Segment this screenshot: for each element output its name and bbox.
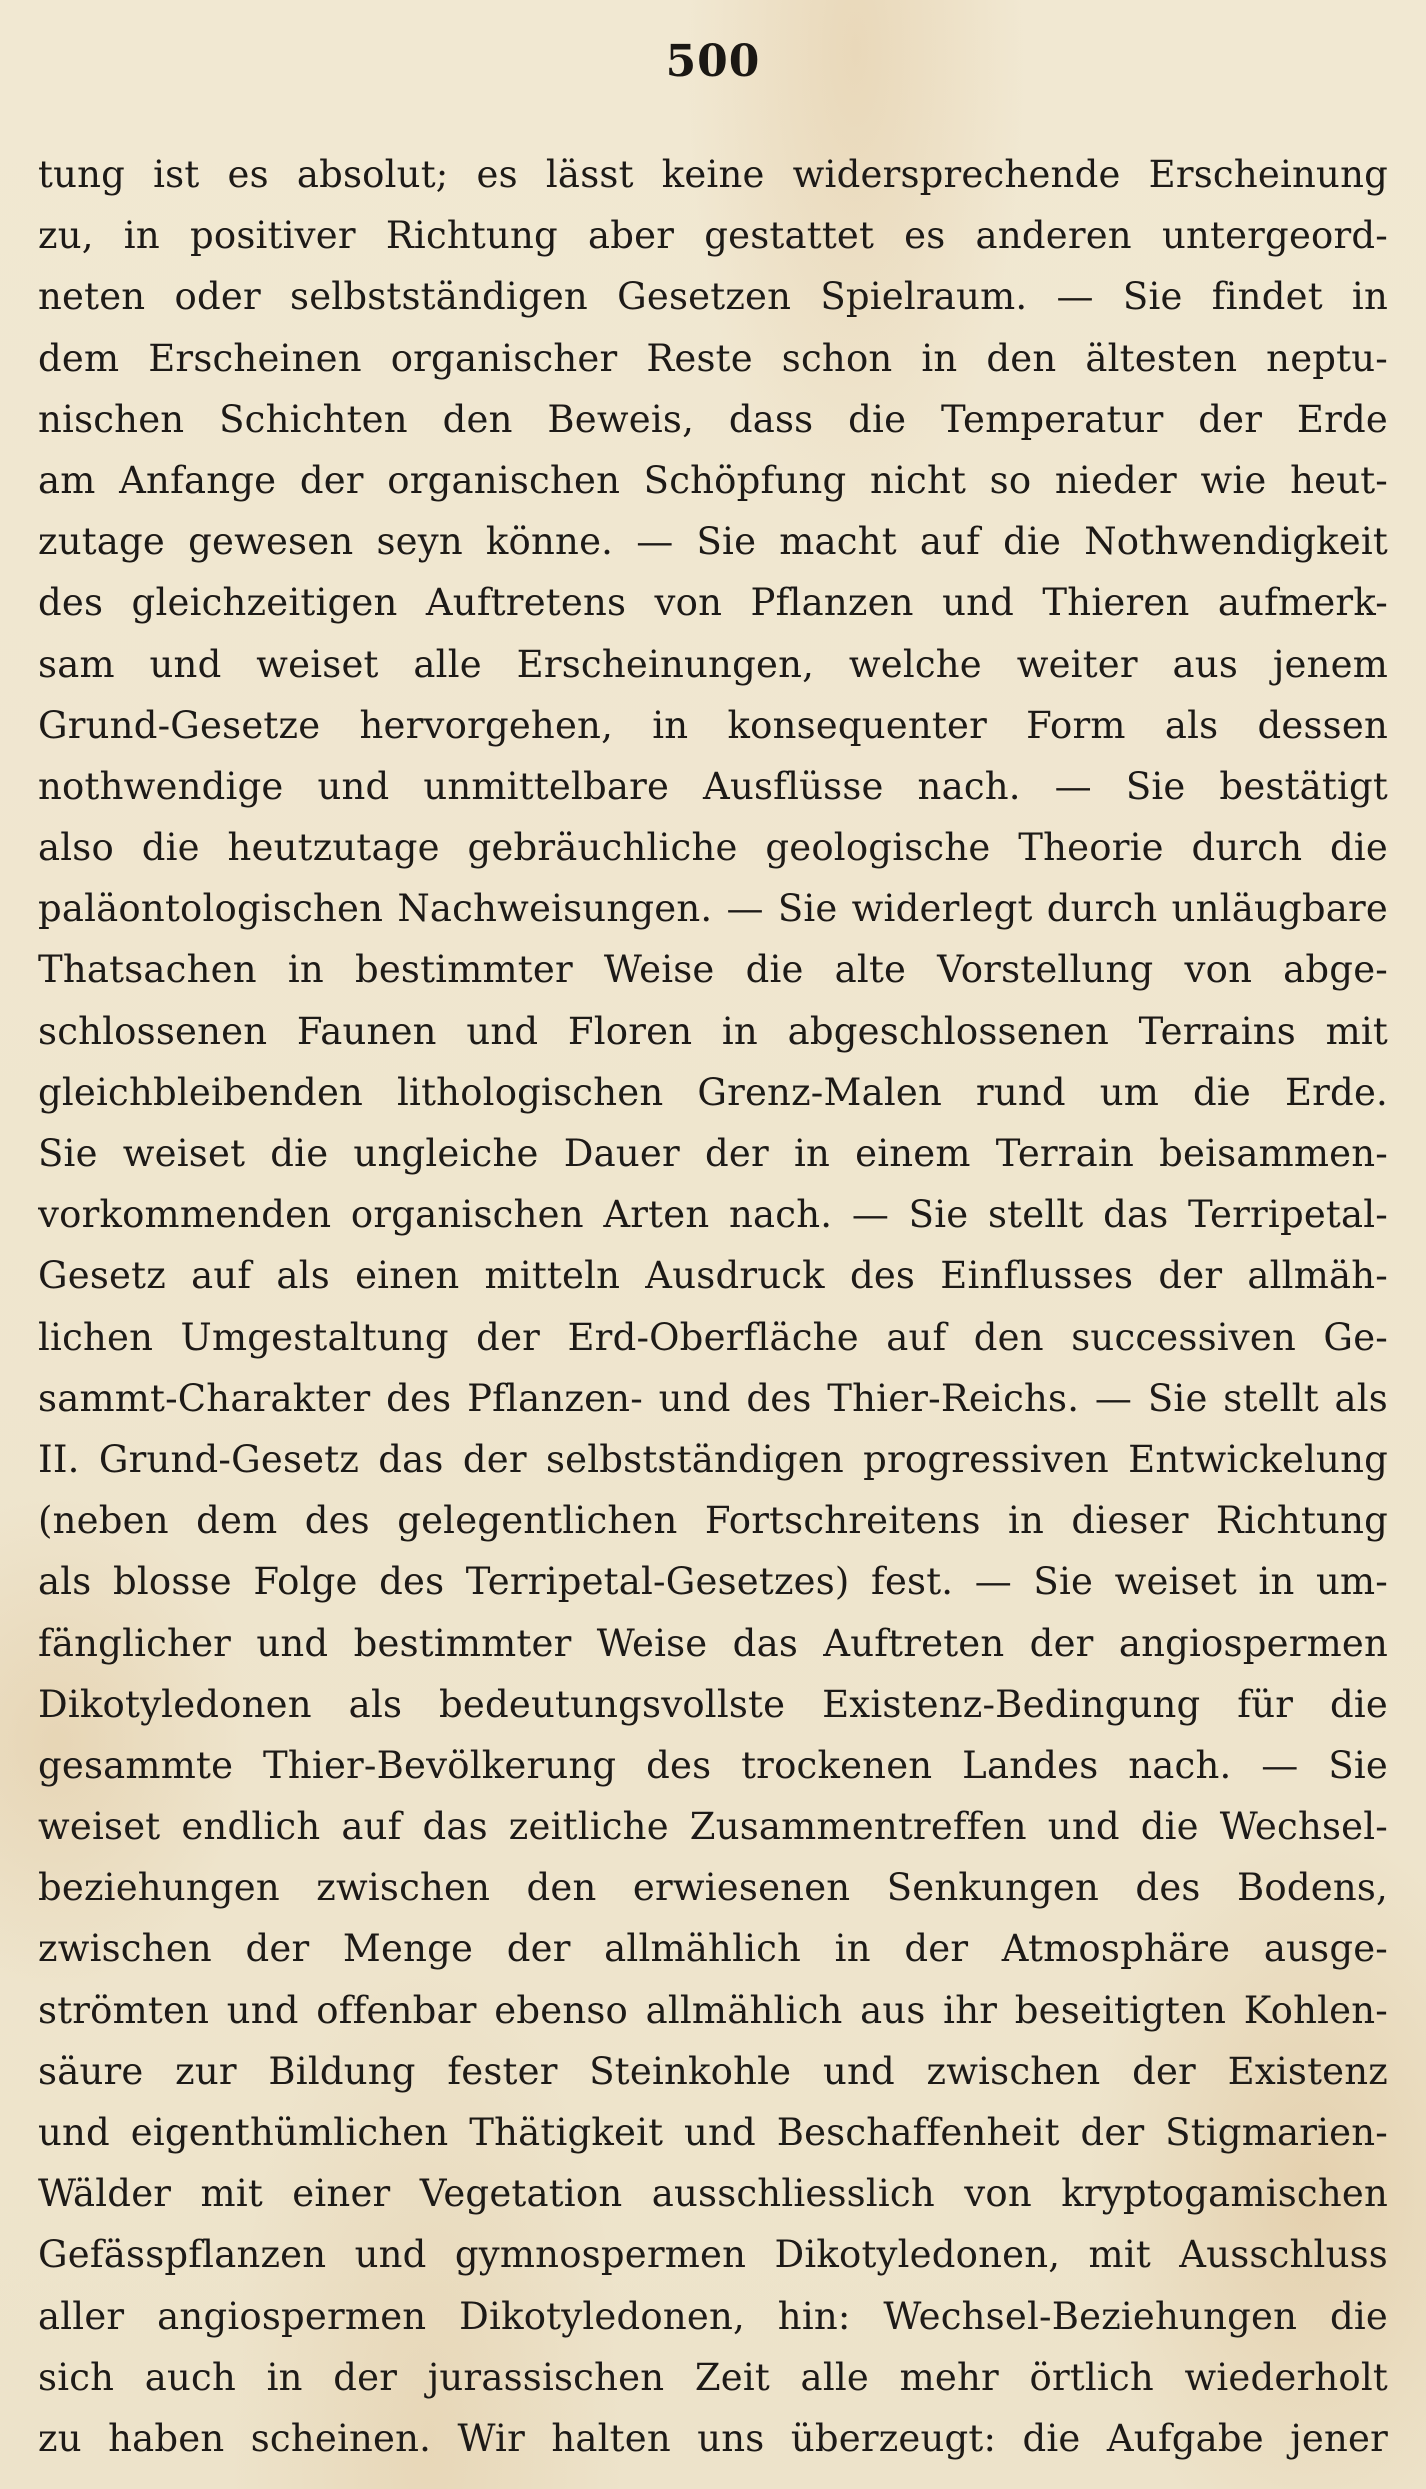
text-line: paläontologischen Nachweisungen. — Sie widerlegt durch unläugbare xyxy=(38,887,1388,931)
text-line: und eigenthümlichen Thätigkeit und Beschaffenheit der Stigmarien- xyxy=(38,2111,1388,2154)
text-line: gleichbleibenden lithologischen Grenz-Malen rund um die Erde. xyxy=(38,1070,1388,1114)
text-line: tung ist es absolut; es lässt keine widersprechende Erscheinung xyxy=(38,153,1388,196)
text-line: zu haben scheinen. Wir halten uns überzeugt: die Aufgabe jener xyxy=(38,2416,1388,2460)
text-line: Thatsachen in bestimmter Weise die alte Vorstellung von abge- xyxy=(38,948,1388,992)
text-line: am Anfange der organischen Schöpfung nicht so nieder wie heut- xyxy=(38,458,1388,502)
text-line: des gleichzeitigen Auftretens von Pflanzen und Thieren aufmerk- xyxy=(38,581,1388,625)
text-line: Gefässpflanzen und gymnospermen Dikotyledonen, mit Ausschluss xyxy=(38,2233,1388,2277)
body-text xyxy=(38,144,1388,2469)
text-line: weiset endlich auf das zeitliche Zusammentreffen und die Wechsel- xyxy=(38,1805,1388,1849)
text-line: beziehungen zwischen den erwiesenen Senkungen des Bodens, xyxy=(38,1866,1388,1910)
text-line: sam und weiset alle Erscheinungen, welche weiter aus jenem xyxy=(38,642,1388,686)
text-line: sich auch in der jurassischen Zeit alle mehr örtlich wiederholt xyxy=(38,2355,1388,2399)
text-line: säure zur Bildung fester Steinkohle und zwischen der Existenz xyxy=(38,2049,1388,2093)
text-line: gesammte Thier-Bevölkerung des trockenen Landes nach. — Sie xyxy=(38,1743,1388,1787)
text-line: Gesetz auf als einen mitteln Ausdruck des Einflusses der allmäh- xyxy=(38,1254,1388,1298)
text-line: aller angiospermen Dikotyledonen, hin: Wechsel-Beziehungen die xyxy=(38,2294,1388,2338)
text-line: zwischen der Menge der allmählich in der Atmosphäre ausge- xyxy=(38,1927,1388,1971)
text-line: Dikotyledonen als bedeutungsvollste Existenz-Bedingung für die xyxy=(38,1682,1388,1726)
text-line: zutage gewesen seyn könne. — Sie macht auf die Nothwendigkeit xyxy=(38,520,1388,564)
text-line: als blosse Folge des Terripetal-Gesetzes) fest. — Sie weiset in um- xyxy=(38,1560,1388,1604)
text-line: zu, in positiver Richtung aber gestattet es anderen untergeord- xyxy=(38,214,1388,258)
text-line: Grund-Gesetze hervorgehen, in konsequenter Form als dessen xyxy=(38,703,1388,747)
text-line: strömten und offenbar ebenso allmählich aus ihr beseitigten Kohlen- xyxy=(38,1988,1388,2032)
text-line: Wälder mit einer Vegetation ausschliesslich von kryptogamischen xyxy=(38,2172,1388,2216)
text-line: vorkommenden organischen Arten nach. — Sie stellt das Terripetal- xyxy=(38,1193,1388,1237)
text-line: Sie weiset die ungleiche Dauer der in einem Terrain beisammen- xyxy=(38,1132,1388,1175)
text-line: II. Grund-Gesetz das der selbstständigen progressiven Entwickelung xyxy=(38,1437,1388,1481)
text-line: nischen Schichten den Beweis, dass die Temperatur der Erde xyxy=(38,397,1388,441)
text-line: sammt-Charakter des Pflanzen- und des Thier-Reichs. — Sie stellt als xyxy=(38,1376,1388,1420)
text-line: fänglicher und bestimmter Weise das Auftreten der angiospermen xyxy=(38,1621,1388,1665)
text-line: nothwendige und unmittelbare Ausflüsse nach. — Sie bestätigt xyxy=(38,764,1388,808)
text-line: neten oder selbstständigen Gesetzen Spielraum. — Sie findet in xyxy=(38,275,1388,319)
text-line: lichen Umgestaltung der Erd-Oberfläche auf den successiven Ge- xyxy=(38,1315,1388,1359)
text-line: dem Erscheinen organischer Reste schon in den ältesten neptu- xyxy=(38,336,1388,380)
text-line: also die heutzutage gebräuchliche geologische Theorie durch die xyxy=(38,826,1388,870)
text-line: (neben dem des gelegentlichen Fortschreitens in dieser Richtung xyxy=(38,1499,1388,1543)
page-number: 500 xyxy=(665,36,761,87)
text-line: schlossenen Faunen und Floren in abgeschlossenen Terrains mit xyxy=(38,1009,1388,1053)
